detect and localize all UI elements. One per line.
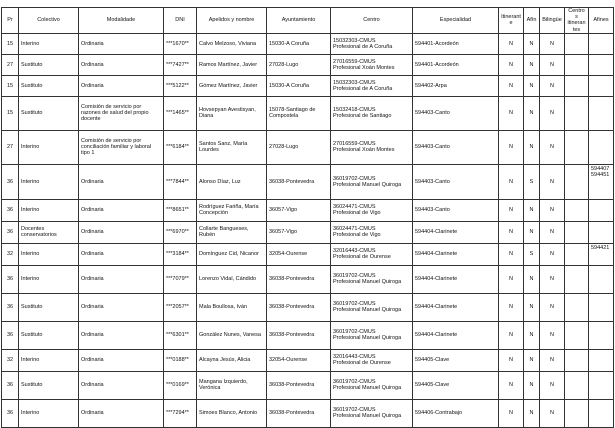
modalidade-cell: Ordinaria	[79, 293, 164, 321]
name-cell: Rodríguez Fariña, María Concepción	[197, 199, 267, 221]
column-header-colectivo: Colectivo	[19, 8, 79, 34]
name-cell: Lorenzo Vidal, Cándido	[197, 265, 267, 293]
afin-cell: N	[524, 399, 540, 427]
itinerante-cell: N	[499, 96, 524, 130]
afines-cell	[589, 321, 614, 349]
dni-cell: ***2057**	[164, 293, 197, 321]
afines-cell	[589, 265, 614, 293]
dni-cell: ***5122**	[164, 75, 197, 96]
pr-cell: 36	[2, 399, 19, 427]
afines-cell	[589, 199, 614, 221]
name-cell: Alcayna Jesús, Alicia	[197, 349, 267, 371]
centro-cell: 36024471-CMUS Profesional de Vigo	[331, 221, 413, 243]
table-row	[2, 199, 614, 221]
table-row	[2, 96, 614, 130]
afines-cell	[589, 130, 614, 164]
afin-cell: S	[524, 243, 540, 265]
itinerante-cell: N	[499, 221, 524, 243]
ayuntamiento-cell: 36057-Vigo	[267, 199, 331, 221]
especialidad-cell: 594406-Contrabajo	[413, 399, 499, 427]
centro-cell: 15032303-CMUS Profesional de A Coruña	[331, 33, 413, 54]
afin-cell: N	[524, 321, 540, 349]
bilingue-cell: N	[540, 96, 565, 130]
centro-cell: 27016559-CMUS Profesional Xoán Montes	[331, 130, 413, 164]
dni-cell: ***7427**	[164, 54, 197, 75]
bilingue-cell: N	[540, 164, 565, 199]
column-header-apelidos-nome: Apelidos y nombre	[197, 8, 267, 34]
bilingue-cell: N	[540, 293, 565, 321]
centro-cell: 36019702-CMUS Profesional Manuel Quiroga	[331, 293, 413, 321]
name-cell: Gómez Martínez, Javier	[197, 75, 267, 96]
dni-cell: ***6184**	[164, 130, 197, 164]
ayuntamiento-cell: 15030-A Coruña	[267, 75, 331, 96]
afin-cell: N	[524, 54, 540, 75]
itinerante-cell: N	[499, 265, 524, 293]
afin-cell: N	[524, 75, 540, 96]
itinerante-cell: N	[499, 243, 524, 265]
column-header-modalidade: Modalidade	[79, 8, 164, 34]
modalidade-cell: Ordinaria	[79, 164, 164, 199]
afines-cell	[589, 96, 614, 130]
colectivo-cell: Interino	[19, 399, 79, 427]
dni-cell: ***1465**	[164, 96, 197, 130]
name-cell: Ramos Martínez, Javier	[197, 54, 267, 75]
colectivo-cell: Interino	[19, 130, 79, 164]
pr-cell: 27	[2, 54, 19, 75]
modalidade-cell: Ordinaria	[79, 199, 164, 221]
centros-itinerantes-cell	[565, 371, 589, 399]
itinerante-cell: N	[499, 54, 524, 75]
ayuntamiento-cell: 27028-Lugo	[267, 54, 331, 75]
afines-cell	[589, 349, 614, 371]
colectivo-cell: Interino	[19, 265, 79, 293]
bilingue-cell: N	[540, 243, 565, 265]
bilingue-cell: N	[540, 265, 565, 293]
colectivo-cell: Interino	[19, 349, 79, 371]
especialidad-cell: 594403-Canto	[413, 199, 499, 221]
centros-itinerantes-cell	[565, 349, 589, 371]
modalidade-cell: Ordinaria	[79, 221, 164, 243]
especialidad-cell: 594403-Canto	[413, 130, 499, 164]
afin-cell: N	[524, 293, 540, 321]
colectivo-cell: Interino	[19, 33, 79, 54]
bilingue-cell: N	[540, 130, 565, 164]
centro-cell: 32016443-CMUS Profesional de Ourense	[331, 243, 413, 265]
bilingue-cell: N	[540, 321, 565, 349]
pr-cell: 15	[2, 96, 19, 130]
pr-cell: 27	[2, 130, 19, 164]
dni-cell: ***7294**	[164, 399, 197, 427]
especialidad-cell: 594404-Clarinete	[413, 243, 499, 265]
dni-cell: ***6970**	[164, 221, 197, 243]
ayuntamiento-cell: 36038-Pontevedra	[267, 321, 331, 349]
colectivo-cell: Sustituto	[19, 293, 79, 321]
centro-cell: 36019702-CMUS Profesional Manuel Quiroga	[331, 371, 413, 399]
itinerante-cell: N	[499, 130, 524, 164]
column-header-centro: Centro	[331, 8, 413, 34]
centros-itinerantes-cell	[565, 221, 589, 243]
afines-cell	[589, 33, 614, 54]
dni-cell: ***1670**	[164, 33, 197, 54]
bilingue-cell: N	[540, 221, 565, 243]
centros-itinerantes-cell	[565, 293, 589, 321]
modalidade-cell: Ordinaria	[79, 321, 164, 349]
especialidad-cell: 594404-Clarinete	[413, 321, 499, 349]
table-row	[2, 243, 614, 265]
pr-cell: 36	[2, 321, 19, 349]
ayuntamiento-cell: 36038-Pontevedra	[267, 399, 331, 427]
table-row	[2, 399, 614, 427]
document-sheet	[1, 7, 613, 428]
itinerante-cell: N	[499, 371, 524, 399]
afin-cell: N	[524, 130, 540, 164]
afines-cell: 594421	[589, 243, 614, 265]
pr-cell: 15	[2, 33, 19, 54]
column-header-ayuntamiento: Ayuntamiento	[267, 8, 331, 34]
afin-cell: N	[524, 371, 540, 399]
bilingue-cell: N	[540, 199, 565, 221]
afines-cell	[589, 399, 614, 427]
afines-cell	[589, 54, 614, 75]
ayuntamiento-cell: 15078-Santiago de Compostela	[267, 96, 331, 130]
itinerante-cell: N	[499, 293, 524, 321]
colectivo-cell: Sustituto	[19, 54, 79, 75]
dni-cell: ***7079**	[164, 265, 197, 293]
modalidade-cell: Ordinaria	[79, 33, 164, 54]
itinerante-cell: N	[499, 75, 524, 96]
ayuntamiento-cell: 36038-Pontevedra	[267, 164, 331, 199]
dni-cell: ***0169**	[164, 371, 197, 399]
centro-cell: 36019702-CMUS Profesional Manuel Quiroga	[331, 265, 413, 293]
table-row	[2, 164, 614, 199]
especialidad-cell: 594405-Clave	[413, 371, 499, 399]
ayuntamiento-cell: 36038-Pontevedra	[267, 293, 331, 321]
centro-cell: 27016559-CMUS Profesional Xoán Montes	[331, 54, 413, 75]
pr-cell: 36	[2, 221, 19, 243]
pr-cell: 36	[2, 371, 19, 399]
centro-cell: 15032418-CMUS Profesional de Santiago	[331, 96, 413, 130]
column-header-centros-itinerantes: Centros itinerantes	[565, 8, 589, 34]
centro-cell: 15032303-CMUS Profesional de A Coruña	[331, 75, 413, 96]
especialidad-cell: 594405-Clave	[413, 349, 499, 371]
name-cell: Domínguez Cid, Nicanor	[197, 243, 267, 265]
colectivo-cell: Sustituto	[19, 371, 79, 399]
table-row	[2, 293, 614, 321]
pr-cell: 36	[2, 265, 19, 293]
afin-cell: N	[524, 349, 540, 371]
pr-cell: 36	[2, 293, 19, 321]
especialidad-cell: 594404-Clarinete	[413, 265, 499, 293]
colectivo-cell: Docentes conservatorios	[19, 221, 79, 243]
itinerante-cell: N	[499, 349, 524, 371]
name-cell: Hovsepyan Avestisyan, Diana	[197, 96, 267, 130]
ayuntamiento-cell: 32054-Ourense	[267, 349, 331, 371]
pr-cell: 36	[2, 199, 19, 221]
centros-itinerantes-cell	[565, 54, 589, 75]
dni-cell: ***0188**	[164, 349, 197, 371]
afin-cell: N	[524, 265, 540, 293]
table-row	[2, 371, 614, 399]
afines-cell	[589, 293, 614, 321]
especialidad-cell: 594401-Acordeón	[413, 33, 499, 54]
table-header-row	[2, 8, 614, 34]
table-body	[2, 33, 614, 427]
table-row	[2, 265, 614, 293]
modalidade-cell: Ordinaria	[79, 265, 164, 293]
modalidade-cell: Comisión de servicio por conciliación familiar y laboral tipo 1	[79, 130, 164, 164]
itinerante-cell: N	[499, 164, 524, 199]
itinerante-cell: N	[499, 321, 524, 349]
centros-itinerantes-cell	[565, 75, 589, 96]
ayuntamiento-cell: 36057-Vigo	[267, 221, 331, 243]
especialidad-cell: 594404-Clarinete	[413, 221, 499, 243]
afines-cell	[589, 221, 614, 243]
especialidad-cell: 594403-Canto	[413, 164, 499, 199]
centros-itinerantes-cell	[565, 265, 589, 293]
colectivo-cell: Interino	[19, 164, 79, 199]
colectivo-cell: Sustituto	[19, 75, 79, 96]
afin-cell: N	[524, 221, 540, 243]
table-row	[2, 321, 614, 349]
table-row	[2, 75, 614, 96]
assignments-table	[1, 7, 614, 428]
centros-itinerantes-cell	[565, 33, 589, 54]
name-cell: Collarte Bangueses, Rubén	[197, 221, 267, 243]
table-row	[2, 54, 614, 75]
afin-cell: N	[524, 199, 540, 221]
centro-cell: 36024471-CMUS Profesional de Vigo	[331, 199, 413, 221]
especialidad-cell: 594402-Arpa	[413, 75, 499, 96]
bilingue-cell: N	[540, 371, 565, 399]
centros-itinerantes-cell	[565, 199, 589, 221]
modalidade-cell: Ordinaria	[79, 54, 164, 75]
column-header-pr: Pr	[2, 8, 19, 34]
especialidad-cell: 594403-Canto	[413, 96, 499, 130]
column-header-afin: Afín	[524, 8, 540, 34]
name-cell: Mangana Izquierdo, Verónica	[197, 371, 267, 399]
modalidade-cell: Ordinaria	[79, 243, 164, 265]
bilingue-cell: N	[540, 54, 565, 75]
table-row	[2, 221, 614, 243]
ayuntamiento-cell: 36038-Pontevedra	[267, 265, 331, 293]
bilingue-cell: N	[540, 349, 565, 371]
colectivo-cell: Interino	[19, 243, 79, 265]
pr-cell: 15	[2, 75, 19, 96]
dni-cell: ***8651**	[164, 199, 197, 221]
centros-itinerantes-cell	[565, 243, 589, 265]
itinerante-cell: N	[499, 399, 524, 427]
name-cell: González Nunes, Vanesa	[197, 321, 267, 349]
pr-cell: 36	[2, 164, 19, 199]
name-cell: Calvo Melzoso, Viviana	[197, 33, 267, 54]
itinerante-cell: N	[499, 33, 524, 54]
especialidad-cell: 594401-Acordeón	[413, 54, 499, 75]
ayuntamiento-cell: 32054-Ourense	[267, 243, 331, 265]
afines-cell	[589, 371, 614, 399]
column-header-bilingue: Bilingüe	[540, 8, 565, 34]
especialidad-cell: 594404-Clarinete	[413, 293, 499, 321]
table-row	[2, 33, 614, 54]
afin-cell: N	[524, 96, 540, 130]
pr-cell: 32	[2, 349, 19, 371]
afin-cell: N	[524, 33, 540, 54]
dni-cell: ***7844**	[164, 164, 197, 199]
afines-cell	[589, 75, 614, 96]
name-cell: Alonso Díaz, Luz	[197, 164, 267, 199]
colectivo-cell: Interino	[19, 199, 79, 221]
centros-itinerantes-cell	[565, 130, 589, 164]
centro-cell: 36019702-CMUS Profesional Manuel Quiroga	[331, 399, 413, 427]
centro-cell: 32016443-CMUS Profesional de Ourense	[331, 349, 413, 371]
pr-cell: 32	[2, 243, 19, 265]
name-cell: Santos Sanz, María Lourdes	[197, 130, 267, 164]
centros-itinerantes-cell	[565, 399, 589, 427]
name-cell: Simoes Blanco, Antonio	[197, 399, 267, 427]
dni-cell: ***6301**	[164, 321, 197, 349]
column-header-itinerante: Itinerante	[499, 8, 524, 34]
centro-cell: 36019702-CMUS Profesional Manuel Quiroga	[331, 164, 413, 199]
column-header-afines: Afines	[589, 8, 614, 34]
centros-itinerantes-cell	[565, 321, 589, 349]
modalidade-cell: Ordinaria	[79, 75, 164, 96]
column-header-dni: DNI	[164, 8, 197, 34]
name-cell: Mala Boullosa, Iván	[197, 293, 267, 321]
centros-itinerantes-cell	[565, 96, 589, 130]
ayuntamiento-cell: 27028-Lugo	[267, 130, 331, 164]
modalidade-cell: Comisión de servicio por razones de salud del propio docente	[79, 96, 164, 130]
modalidade-cell: Ordinaria	[79, 349, 164, 371]
dni-cell: ***3184**	[164, 243, 197, 265]
afin-cell: S	[524, 164, 540, 199]
modalidade-cell: Ordinaria	[79, 399, 164, 427]
modalidade-cell: Ordinaria	[79, 371, 164, 399]
table-row	[2, 349, 614, 371]
ayuntamiento-cell: 15030-A Coruña	[267, 33, 331, 54]
bilingue-cell: N	[540, 75, 565, 96]
bilingue-cell: N	[540, 33, 565, 54]
colectivo-cell: Sustituto	[19, 321, 79, 349]
itinerante-cell: N	[499, 199, 524, 221]
table-row	[2, 130, 614, 164]
centro-cell: 36019702-CMUS Profesional Manuel Quiroga	[331, 321, 413, 349]
colectivo-cell: Sustituto	[19, 96, 79, 130]
ayuntamiento-cell: 36038-Pontevedra	[267, 371, 331, 399]
bilingue-cell: N	[540, 399, 565, 427]
centros-itinerantes-cell	[565, 164, 589, 199]
afines-cell: 594407 594451	[589, 164, 614, 199]
column-header-especialidad: Especialidad	[413, 8, 499, 34]
